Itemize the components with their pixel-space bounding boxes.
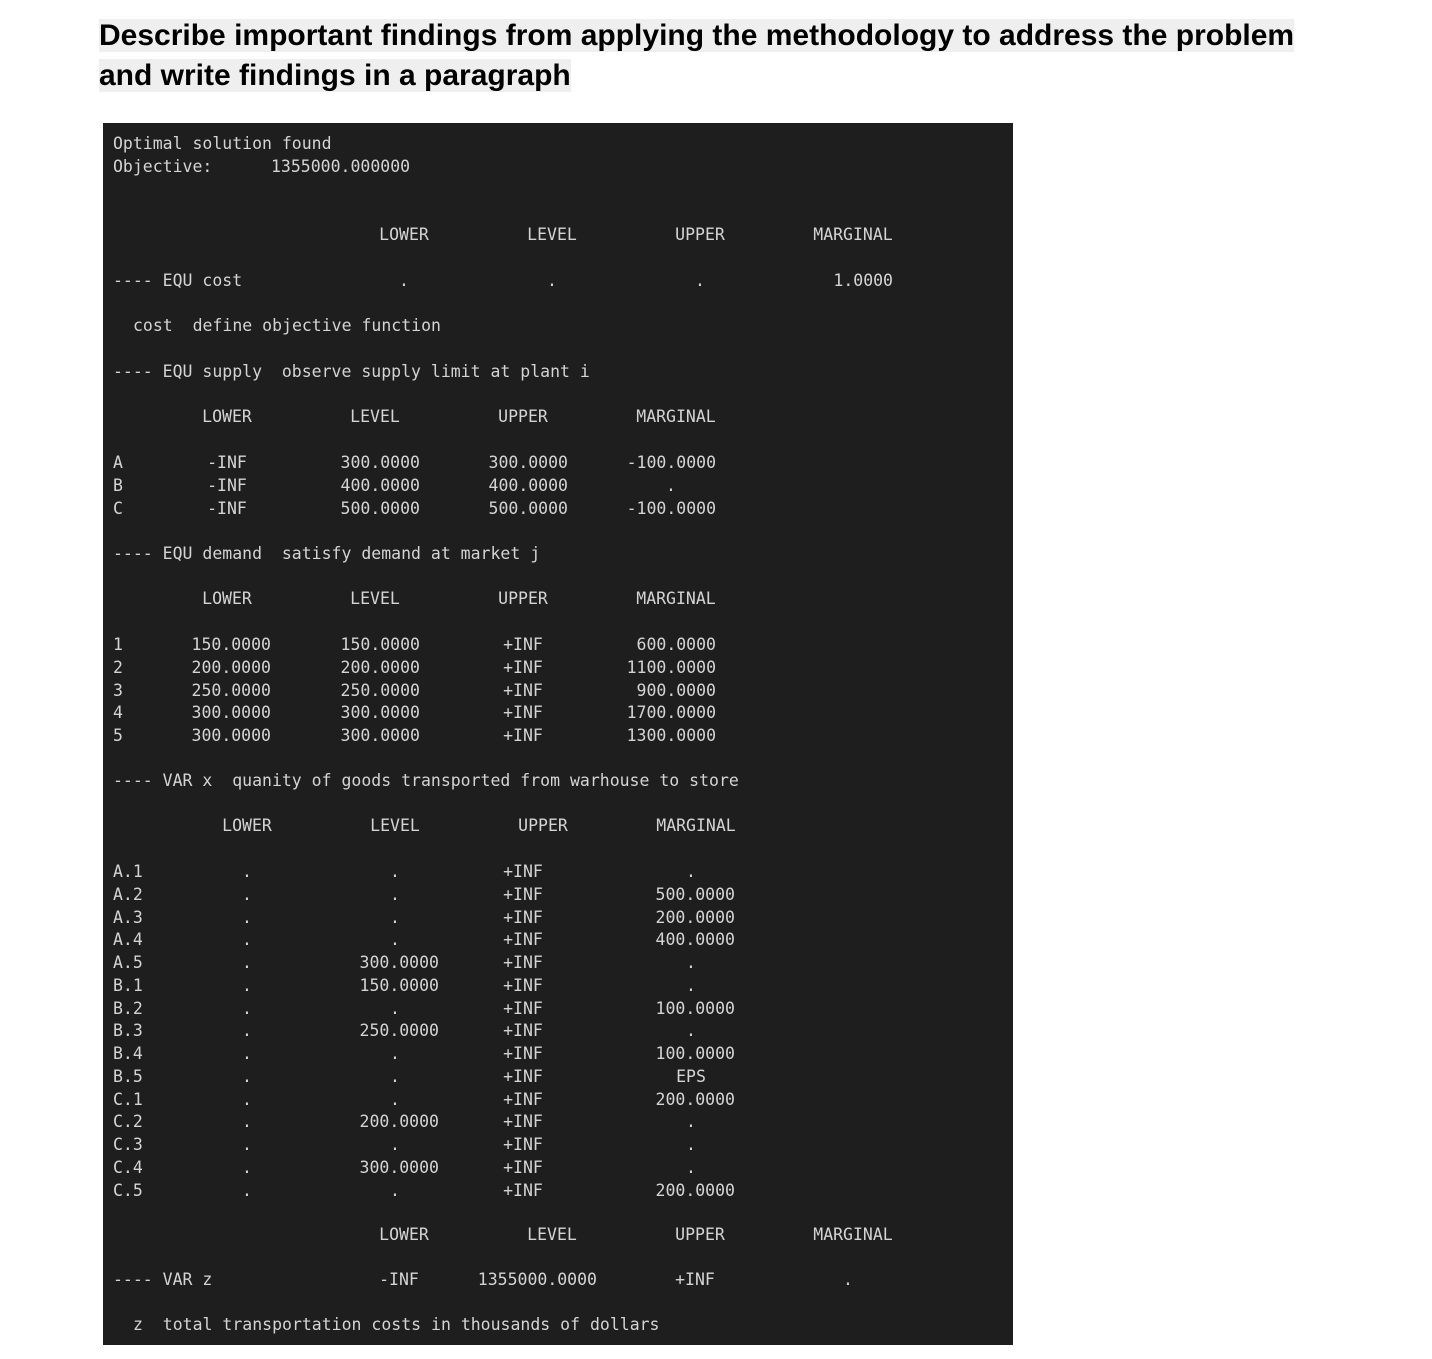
var_x-row-lower: .	[242, 1157, 252, 1177]
question-line-1: Describe important findings from applying the methodology to address the problem	[99, 19, 1295, 52]
var_x-row-upper: +INF	[503, 953, 543, 972]
equ_supply-row-level: 400.0000	[340, 475, 420, 495]
var_x-row-lower: .	[242, 862, 252, 881]
var-x-header-upper: UPPER	[518, 816, 568, 835]
var_x-row-lower: .	[242, 1066, 252, 1086]
column-header-level: LEVEL	[527, 225, 577, 244]
var_x-row-marginal: .	[686, 1021, 696, 1041]
equ-cost-label: ---- EQU cost	[113, 271, 243, 290]
equ_demand-row-upper: +INF	[503, 726, 543, 745]
var_x-row-marginal: .	[686, 862, 696, 881]
var-x-header-level: LEVEL	[370, 816, 420, 835]
var_x-row-level: .	[390, 862, 400, 881]
equ_demand-row-level: 150.0000	[340, 635, 420, 654]
equ_supply-row-label: A	[113, 453, 123, 472]
var_x-row-marginal: .	[686, 1135, 696, 1154]
equ_demand-row-level: 300.0000	[340, 726, 420, 745]
demand-header-marginal: MARGINAL	[636, 589, 716, 608]
var_x-row-level: 250.0000	[359, 1021, 439, 1041]
var_x-row-level: 300.0000	[359, 1157, 439, 1177]
equ-supply-title: ---- EQU supply observe supply limit at plant i	[113, 362, 590, 381]
var_x-row-label: A.5	[113, 953, 143, 972]
var_x-row-label: C.3	[113, 1135, 143, 1154]
equ_demand-row-level: 250.0000	[340, 680, 420, 700]
equ-cost-marginal: 1.0000	[833, 271, 893, 290]
equ-cost-upper: .	[695, 271, 705, 290]
equ_demand-row-label: 3	[113, 680, 123, 700]
var_x-row-label: C.1	[113, 1089, 143, 1109]
var_x-row-marginal: 100.0000	[655, 998, 735, 1018]
var_x-row-lower: .	[242, 1135, 252, 1154]
var_x-row-marginal: .	[686, 1112, 696, 1132]
var_x-row-lower: .	[242, 975, 252, 995]
equ_demand-row-lower: 300.0000	[191, 703, 271, 723]
var_x-row-lower: .	[242, 1089, 252, 1109]
var_x-row-upper: +INF	[503, 1135, 543, 1154]
equ_demand-row-upper: +INF	[503, 703, 543, 723]
equ_demand-row-label: 1	[113, 635, 123, 654]
column-header-upper: UPPER	[675, 225, 725, 244]
objective-label: Objective:	[113, 157, 213, 176]
var_x-row-lower: .	[242, 907, 252, 927]
var_x-row-marginal: 400.0000	[655, 930, 735, 950]
var_x-row-upper: +INF	[503, 907, 543, 927]
equ_demand-row-upper: +INF	[503, 657, 543, 677]
var_x-row-label: B.4	[113, 1044, 143, 1063]
var_x-row-lower: .	[242, 884, 252, 904]
var_x-row-marginal: 200.0000	[655, 1089, 735, 1109]
var_x-row-level: .	[390, 907, 400, 927]
var_x-row-upper: +INF	[503, 1157, 543, 1177]
var_x-row-label: B.5	[113, 1066, 143, 1086]
var_x-row-label: B.1	[113, 975, 143, 995]
equ_demand-row-level: 200.0000	[340, 657, 420, 677]
equ_supply-row-level: 300.0000	[340, 453, 420, 472]
var_x-row-level: .	[390, 884, 400, 904]
equ-cost-description: cost define objective function	[133, 316, 441, 335]
column-header-marginal: MARGINAL	[813, 225, 893, 244]
var-z-header-upper: UPPER	[675, 1225, 725, 1244]
equ_supply-row-level: 500.0000	[340, 498, 420, 518]
equ_demand-row-lower: 200.0000	[191, 657, 271, 677]
var-z-marginal: .	[843, 1270, 853, 1289]
var_x-row-level: .	[390, 1066, 400, 1086]
var_x-row-label: C.4	[113, 1157, 143, 1177]
equ_supply-row-marginal: -100.0000	[626, 453, 716, 472]
equ_supply-row-label: C	[113, 498, 123, 518]
equ-cost-lower: .	[399, 271, 409, 290]
equ_demand-row-lower: 250.0000	[191, 680, 271, 700]
var-z-label: ---- VAR z	[113, 1270, 213, 1289]
var_x-row-level: .	[390, 1180, 400, 1200]
equ_demand-row-upper: +INF	[503, 680, 543, 700]
var_x-row-lower: .	[242, 1044, 252, 1063]
var_x-row-marginal: 200.0000	[655, 907, 735, 927]
equ_supply-row-marginal: -100.0000	[626, 498, 716, 518]
var_x-row-marginal: EPS	[676, 1066, 706, 1086]
var_x-row-label: A.1	[113, 862, 143, 881]
var_x-row-upper: +INF	[503, 1021, 543, 1041]
equ_demand-row-label: 2	[113, 657, 123, 677]
var-x-title: ---- VAR x quanity of goods transported from warhouse to store	[113, 771, 739, 790]
equ_demand-row-upper: +INF	[503, 635, 543, 654]
equ_demand-row-marginal: 1100.0000	[626, 657, 716, 677]
var-z-description: z total transportation costs in thousands of dollars	[133, 1315, 660, 1334]
var-x-header-lower: LOWER	[222, 816, 272, 835]
var_x-row-upper: +INF	[503, 930, 543, 950]
var_x-row-upper: +INF	[503, 1112, 543, 1132]
var_x-row-upper: +INF	[503, 1066, 543, 1086]
var_x-row-marginal: .	[686, 975, 696, 995]
var_x-row-lower: .	[242, 953, 252, 972]
var-z-header-level: LEVEL	[527, 1225, 577, 1244]
equ_supply-row-upper: 400.0000	[488, 475, 568, 495]
var_x-row-level: .	[390, 1089, 400, 1109]
solver-output-panel	[103, 123, 1013, 1345]
var_x-row-marginal: 200.0000	[655, 1180, 735, 1200]
supply-header-marginal: MARGINAL	[636, 407, 716, 426]
var_x-row-upper: +INF	[503, 998, 543, 1018]
var_x-row-lower: .	[242, 1021, 252, 1041]
var-x-header-marginal: MARGINAL	[656, 816, 736, 835]
supply-header-upper: UPPER	[498, 407, 548, 426]
var-z-header-marginal: MARGINAL	[813, 1225, 893, 1244]
equ_supply-row-lower: -INF	[207, 475, 247, 495]
var_x-row-label: B.2	[113, 998, 143, 1018]
equ-demand-title: ---- EQU demand satisfy demand at market j	[113, 544, 541, 563]
var_x-row-level: .	[390, 1135, 400, 1154]
var_x-row-lower: .	[242, 930, 252, 950]
var_x-row-marginal: .	[686, 953, 696, 972]
equ_demand-row-lower: 150.0000	[191, 635, 271, 654]
var_x-row-upper: +INF	[503, 884, 543, 904]
equ_supply-row-upper: 300.0000	[488, 453, 568, 472]
var_x-row-label: C.5	[113, 1180, 143, 1200]
var_x-row-level: 200.0000	[359, 1112, 439, 1132]
equ_demand-row-marginal: 1700.0000	[626, 703, 716, 723]
var-z-level: 1355000.0000	[477, 1270, 597, 1289]
equ_supply-row-upper: 500.0000	[488, 498, 568, 518]
var_x-row-label: C.2	[113, 1112, 143, 1132]
var_x-row-label: A.3	[113, 907, 143, 927]
equ_demand-row-label: 5	[113, 726, 123, 745]
equ_demand-row-marginal: 900.0000	[636, 680, 716, 700]
var_x-row-marginal: 500.0000	[655, 884, 735, 904]
demand-header-upper: UPPER	[498, 589, 548, 608]
var_x-row-upper: +INF	[503, 1089, 543, 1109]
var-z-header-lower: LOWER	[379, 1225, 429, 1244]
equ_supply-row-label: B	[113, 475, 123, 495]
objective-value: 1355000.000000	[271, 157, 411, 176]
var_x-row-marginal: 100.0000	[655, 1044, 735, 1063]
var_x-row-upper: +INF	[503, 1044, 543, 1063]
var_x-row-level: .	[390, 1044, 400, 1063]
var_x-row-upper: +INF	[503, 1180, 543, 1200]
demand-header-lower: LOWER	[202, 589, 252, 608]
supply-header-level: LEVEL	[350, 407, 400, 426]
question-line-2: and write findings in a paragraph	[99, 59, 571, 92]
equ_demand-row-marginal: 600.0000	[636, 635, 716, 654]
var_x-row-upper: +INF	[503, 975, 543, 995]
var_x-row-label: A.4	[113, 930, 143, 950]
solve-status: Optimal solution found	[113, 134, 332, 153]
var_x-row-lower: .	[242, 1112, 252, 1132]
equ_demand-row-level: 300.0000	[340, 703, 420, 723]
var_x-row-lower: .	[242, 998, 252, 1018]
var_x-row-level: .	[390, 998, 400, 1018]
var_x-row-marginal: .	[686, 1157, 696, 1177]
equ_demand-row-marginal: 1300.0000	[626, 726, 716, 745]
equ_supply-row-lower: -INF	[207, 498, 247, 518]
equ_demand-row-label: 4	[113, 703, 123, 723]
var_x-row-label: A.2	[113, 884, 143, 904]
var-z-upper: +INF	[675, 1270, 715, 1289]
question-heading	[99, 16, 1294, 96]
supply-header-lower: LOWER	[202, 407, 252, 426]
var_x-row-level: .	[390, 930, 400, 950]
var_x-row-lower: .	[242, 1180, 252, 1200]
equ_supply-row-marginal: .	[666, 475, 676, 495]
demand-header-level: LEVEL	[350, 589, 400, 608]
equ_supply-row-lower: -INF	[207, 453, 247, 472]
var-z-lower: -INF	[379, 1270, 419, 1289]
equ_demand-row-lower: 300.0000	[191, 726, 271, 745]
column-header-lower: LOWER	[379, 225, 429, 244]
var_x-row-upper: +INF	[503, 862, 543, 881]
var_x-row-label: B.3	[113, 1021, 143, 1041]
var_x-row-level: 300.0000	[359, 953, 439, 972]
equ-cost-level: .	[547, 271, 557, 290]
var_x-row-level: 150.0000	[359, 975, 439, 995]
